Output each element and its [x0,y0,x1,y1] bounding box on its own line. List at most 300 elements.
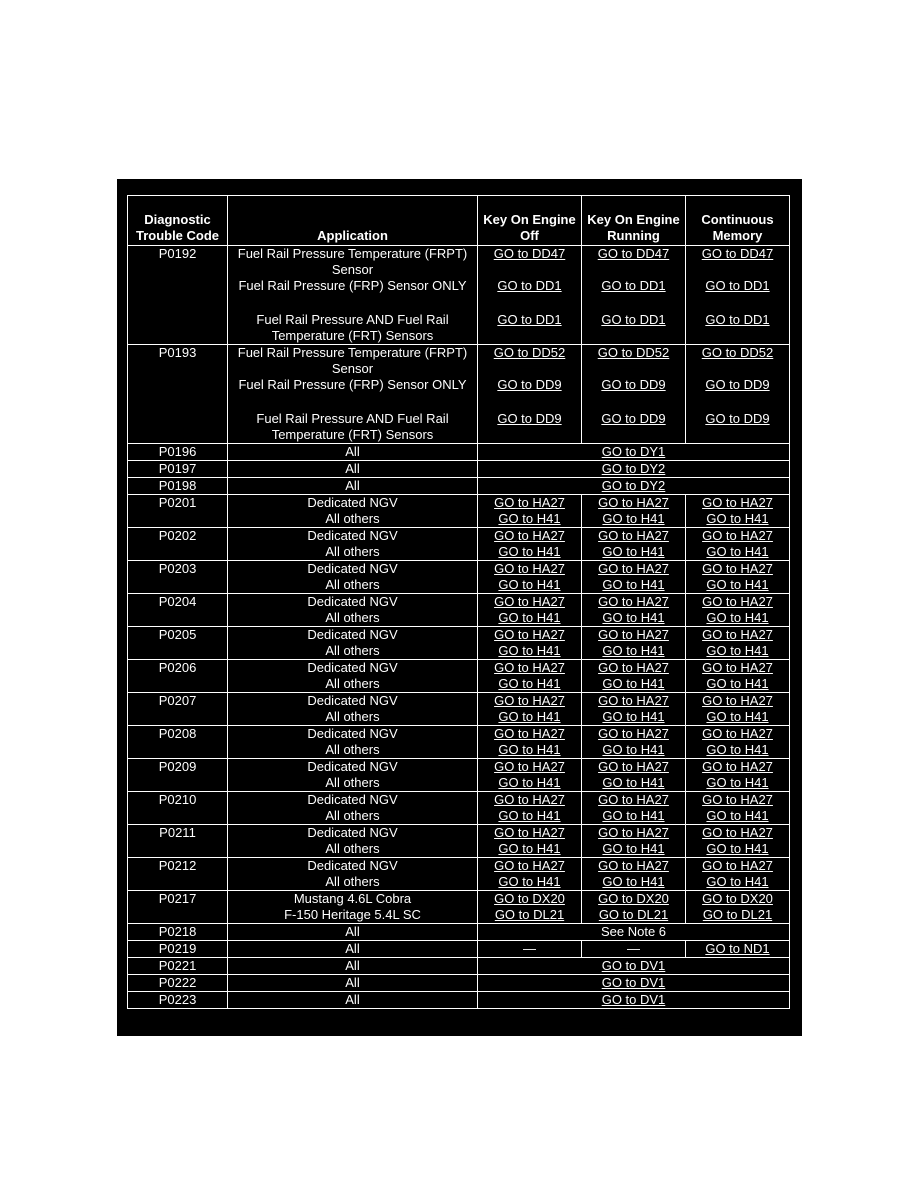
test-link-text[interactable]: GO to HA27 [702,693,773,708]
test-link[interactable] [584,594,683,610]
test-link-text[interactable]: GO to H41 [498,610,561,625]
test-link-text[interactable]: GO to HA27 [702,825,773,840]
test-link[interactable] [688,891,787,907]
header-koer [582,196,686,246]
header-application [228,196,478,246]
test-link-text[interactable]: GO to HA27 [494,858,565,873]
test-action-cell [478,345,582,444]
application-text: All others [325,643,380,658]
test-link-text[interactable]: GO to H41 [498,874,561,889]
test-link[interactable] [584,561,683,577]
test-link-text[interactable]: GO to HA27 [598,660,669,675]
test-link[interactable] [688,594,787,610]
test-action-cell [582,726,686,759]
test-link-text[interactable]: GO to HA27 [598,792,669,807]
test-action-cell [478,495,582,528]
test-link-text[interactable]: GO to H41 [706,808,769,823]
header-line: Off [520,228,539,243]
test-link[interactable]: GO to DV1 [601,975,666,990]
test-link[interactable] [480,907,579,923]
test-link[interactable] [584,841,683,857]
test-link[interactable] [584,726,683,742]
test-link[interactable] [480,528,579,544]
header-line: Trouble Code [135,228,220,243]
test-link-text[interactable]: GO to H41 [706,643,769,658]
test-link[interactable] [688,495,787,511]
application-text: Dedicated NGV [307,561,398,576]
test-link-text[interactable]: GO to DD9 [497,411,562,426]
test-link[interactable] [480,643,579,659]
test-link[interactable] [688,377,787,393]
test-link[interactable]: GO to DY2 [601,461,666,476]
test-action-cell [582,759,686,792]
test-link-text[interactable]: GO to HA27 [494,759,565,774]
test-link[interactable] [480,676,579,692]
test-link[interactable] [480,561,579,577]
test-link-text[interactable]: GO to HA27 [702,660,773,675]
test-link-text[interactable]: GO to DD9 [497,377,562,392]
test-link[interactable] [480,742,579,758]
table-row [128,726,790,759]
test-link[interactable] [480,610,579,626]
test-action-cell [478,975,790,992]
application-text: All others [325,874,380,889]
test-action-cell [686,660,790,693]
test-link[interactable] [480,594,579,610]
test-action-cell [686,759,790,792]
test-link[interactable] [688,528,787,544]
test-link[interactable] [480,544,579,560]
test-link-text[interactable]: GO to H41 [706,511,769,526]
test-link-text[interactable]: GO to H41 [706,676,769,691]
test-link-text[interactable]: GO to H41 [498,577,561,592]
test-link[interactable] [584,278,683,294]
test-link[interactable]: GO to DY2 [601,478,666,493]
trouble-code-cell [128,478,228,495]
trouble-code: P0205 [158,627,197,642]
test-link-text[interactable]: GO to DD52 [597,345,670,360]
test-link-text[interactable]: GO to HA27 [702,594,773,609]
test-action-cell [582,495,686,528]
test-link-text[interactable]: GO to H41 [602,610,665,625]
test-link[interactable] [688,775,787,791]
test-link[interactable]: GO to DV1 [601,958,666,973]
test-link-text[interactable]: GO to HA27 [702,726,773,741]
table-row [128,825,790,858]
test-action-cell [686,561,790,594]
test-link-text[interactable]: GO to H41 [602,808,665,823]
test-link[interactable] [688,577,787,593]
test-action-cell [478,792,582,825]
test-link-text[interactable]: GO to HA27 [598,693,669,708]
test-link[interactable] [688,808,787,824]
test-link[interactable] [480,411,579,427]
test-link[interactable] [688,643,787,659]
test-action-cell [478,941,582,958]
test-link-text[interactable]: GO to DD1 [601,278,666,293]
test-link[interactable] [584,511,683,527]
test-link-text[interactable]: GO to H41 [602,511,665,526]
test-action-cell [582,246,686,345]
test-link[interactable] [480,511,579,527]
application-text: All [345,958,360,973]
test-link-text[interactable]: GO to H41 [498,841,561,856]
trouble-code-cell [128,495,228,528]
test-link-text[interactable]: GO to H41 [602,841,665,856]
test-link-text[interactable]: GO to HA27 [598,561,669,576]
test-link-text[interactable]: GO to DD9 [705,411,770,426]
application-cell [228,528,478,561]
application-cell [228,594,478,627]
test-link[interactable] [480,775,579,791]
test-action-cell [686,627,790,660]
test-link-text[interactable]: GO to DD47 [597,246,670,261]
test-link-text[interactable]: GO to H41 [706,742,769,757]
test-link[interactable] [480,377,579,393]
test-link-text[interactable]: GO to H41 [498,742,561,757]
test-link-text[interactable]: GO to H41 [602,874,665,889]
test-link[interactable] [584,528,683,544]
test-link[interactable] [480,312,579,328]
test-link[interactable] [584,627,683,643]
test-link-text[interactable]: GO to H41 [602,709,665,724]
test-link[interactable] [480,495,579,511]
test-link[interactable] [584,825,683,841]
test-link-text[interactable]: GO to H41 [706,544,769,559]
trouble-code: P0218 [158,924,197,939]
test-link[interactable] [688,627,787,643]
test-link-text[interactable]: GO to HA27 [494,627,565,642]
trouble-code-cell [128,992,228,1009]
test-link[interactable] [688,561,787,577]
test-link-text[interactable]: GO to HA27 [494,726,565,741]
test-link[interactable] [584,377,683,393]
test-link-text[interactable]: GO to H41 [706,577,769,592]
header-line: Memory [712,228,763,243]
test-link-text[interactable]: GO to H41 [498,709,561,724]
test-link[interactable] [584,676,683,692]
test-link[interactable] [688,792,787,808]
test-link[interactable] [584,246,683,262]
test-action-cell [478,693,582,726]
test-action-cell [582,825,686,858]
test-link[interactable] [480,660,579,676]
test-link[interactable] [480,792,579,808]
test-link[interactable] [688,907,787,923]
test-link-text[interactable]: GO to HA27 [494,528,565,543]
test-link-text[interactable]: GO to H41 [498,775,561,790]
line-filler [688,427,787,443]
test-link-text[interactable]: GO to DD1 [705,278,770,293]
line-filler [480,361,579,377]
test-link[interactable] [584,495,683,511]
test-link[interactable]: GO to ND1 [705,941,770,956]
application-cell [228,858,478,891]
trouble-code-cell [128,858,228,891]
test-link[interactable] [480,726,579,742]
test-action-cell [686,941,790,958]
dtc-table [127,195,790,1009]
test-link-text[interactable]: GO to HA27 [702,528,773,543]
table-row [128,924,790,941]
dtc-table-body [128,246,790,1009]
test-link[interactable] [584,312,683,328]
test-link[interactable] [480,808,579,824]
test-link-text[interactable]: GO to H41 [498,511,561,526]
test-link[interactable] [584,808,683,824]
test-action-cell [582,693,686,726]
test-link-text[interactable]: GO to DD52 [493,345,566,360]
test-link[interactable] [584,858,683,874]
test-link-text[interactable]: GO to HA27 [702,561,773,576]
test-link[interactable] [584,792,683,808]
test-link[interactable] [480,693,579,709]
test-action-cell [582,594,686,627]
test-link[interactable] [584,345,683,361]
test-link-text[interactable]: GO to H41 [498,808,561,823]
test-link[interactable] [688,693,787,709]
trouble-code-cell [128,627,228,660]
test-link-text[interactable]: GO to H41 [602,643,665,658]
application-cell [228,941,478,958]
test-link[interactable] [688,278,787,294]
test-link[interactable] [584,577,683,593]
test-link-text[interactable]: GO to DL21 [598,907,669,922]
test-link-text[interactable]: GO to DD1 [497,278,562,293]
test-link-text[interactable]: GO to H41 [602,676,665,691]
test-link[interactable] [688,709,787,725]
test-link[interactable] [688,660,787,676]
application-text: Dedicated NGV [307,594,398,609]
line-filler [480,328,579,344]
test-link[interactable] [584,874,683,890]
test-action-cell [478,594,582,627]
trouble-code-cell [128,660,228,693]
header-koeo [478,196,582,246]
trouble-code: P0196 [158,444,197,459]
table-row [128,461,790,478]
test-link-text[interactable]: GO to H41 [602,742,665,757]
test-link[interactable] [480,577,579,593]
test-action-cell [686,825,790,858]
test-link-text[interactable]: GO to HA27 [494,495,565,510]
test-link[interactable] [688,759,787,775]
test-link[interactable] [480,858,579,874]
test-link-text[interactable]: GO to H41 [706,874,769,889]
test-link-text[interactable]: GO to HA27 [702,627,773,642]
test-link[interactable] [480,278,579,294]
test-link-text[interactable]: GO to DX20 [598,891,669,906]
test-link[interactable] [584,891,683,907]
application-text: Dedicated NGV [307,627,398,642]
test-link-text[interactable]: GO to HA27 [494,825,565,840]
test-link-text[interactable]: GO to HA27 [702,759,773,774]
application-text: Temperature (FRT) Sensors [271,328,434,343]
test-action-cell [478,627,582,660]
trouble-code-cell [128,594,228,627]
trouble-code: P0209 [158,759,197,774]
test-link-text[interactable]: GO to HA27 [598,759,669,774]
test-action-cell [686,891,790,924]
test-link[interactable] [480,246,579,262]
spacer [584,294,683,312]
test-link-text[interactable]: GO to H41 [602,775,665,790]
test-link-text[interactable]: GO to HA27 [702,792,773,807]
test-action-cell [478,992,790,1009]
test-link[interactable] [584,610,683,626]
test-link[interactable] [688,726,787,742]
test-link-text[interactable]: GO to DD9 [601,411,666,426]
test-action-cell [686,495,790,528]
test-link-text[interactable]: GO to H41 [498,643,561,658]
test-link-text[interactable]: GO to H41 [706,841,769,856]
test-link-text[interactable]: GO to H41 [498,676,561,691]
test-link-text[interactable]: GO to HA27 [494,693,565,708]
table-row [128,495,790,528]
application-text: All others [325,577,380,592]
test-link[interactable]: GO to DY1 [601,444,666,459]
test-action-cell [478,858,582,891]
test-link[interactable] [688,858,787,874]
application-text: All [345,992,360,1007]
test-link[interactable] [688,544,787,560]
application-text: All others [325,511,380,526]
test-link-text[interactable]: GO to HA27 [702,495,773,510]
spacer [480,294,579,312]
test-link[interactable] [480,825,579,841]
application-cell [228,660,478,693]
test-link[interactable] [480,891,579,907]
test-link-text[interactable]: GO to HA27 [598,858,669,873]
test-link-text[interactable]: GO to HA27 [494,594,565,609]
test-link[interactable] [480,759,579,775]
application-cell [228,792,478,825]
test-link[interactable] [688,411,787,427]
test-link-text[interactable]: GO to H41 [706,775,769,790]
test-link-text[interactable]: GO to DL21 [494,907,565,922]
trouble-code-cell [128,246,228,345]
test-link-text[interactable]: GO to DD1 [497,312,562,327]
test-link-text[interactable]: GO to HA27 [494,561,565,576]
test-link[interactable] [688,345,787,361]
table-row [128,958,790,975]
test-link[interactable]: GO to DV1 [601,992,666,1007]
table-row [128,858,790,891]
application-cell [228,726,478,759]
test-link[interactable] [688,246,787,262]
test-link[interactable] [584,693,683,709]
test-link[interactable] [584,759,683,775]
test-action-cell [478,561,582,594]
trouble-code-cell [128,528,228,561]
line-filler [688,262,787,278]
trouble-code: P0202 [158,528,197,543]
test-link[interactable] [480,345,579,361]
trouble-code: P0206 [158,660,197,675]
header-line: Running [607,228,660,243]
test-link[interactable] [584,742,683,758]
test-link[interactable] [688,610,787,626]
test-action-cell [478,726,582,759]
test-link[interactable] [688,841,787,857]
test-link[interactable] [480,627,579,643]
test-link-text[interactable]: GO to DD9 [705,377,770,392]
test-link[interactable] [584,544,683,560]
table-row [128,792,790,825]
table-row [128,891,790,924]
test-link[interactable] [688,511,787,527]
test-link-text[interactable]: GO to H41 [706,709,769,724]
test-action-cell [478,478,790,495]
line-filler [584,427,683,443]
test-link[interactable] [584,643,683,659]
test-link-text[interactable]: GO to HA27 [598,495,669,510]
test-link[interactable] [480,874,579,890]
test-action-cell [478,924,790,941]
test-link[interactable] [688,874,787,890]
table-row [128,992,790,1009]
application-text: Dedicated NGV [307,726,398,741]
test-link-text[interactable]: GO to HA27 [598,594,669,609]
test-link-text[interactable]: GO to DD1 [705,312,770,327]
test-link[interactable] [584,775,683,791]
test-action-cell [582,858,686,891]
test-link[interactable] [688,312,787,328]
test-link-text[interactable]: GO to H41 [498,544,561,559]
test-link[interactable] [584,660,683,676]
test-link-text[interactable]: GO to DD9 [601,377,666,392]
test-action-cell [686,345,790,444]
test-link-text[interactable]: GO to DD47 [493,246,566,261]
test-link-text[interactable]: GO to DL21 [702,907,773,922]
test-link[interactable] [688,742,787,758]
application-text: Sensor [331,361,374,376]
test-link[interactable] [584,411,683,427]
trouble-code-cell [128,444,228,461]
test-link-text[interactable]: GO to H41 [602,577,665,592]
test-link[interactable] [688,676,787,692]
test-link[interactable] [480,709,579,725]
test-link-text[interactable]: GO to HA27 [702,858,773,873]
spacer [231,294,474,312]
test-link-text[interactable]: GO to HA27 [598,726,669,741]
test-link-text[interactable]: GO to HA27 [598,528,669,543]
test-link-text[interactable]: GO to DD47 [701,246,774,261]
test-link-text[interactable]: GO to DD1 [601,312,666,327]
test-link-text[interactable]: GO to HA27 [494,660,565,675]
table-row [128,444,790,461]
test-link-text[interactable]: GO to DX20 [702,891,773,906]
application-cell [228,759,478,792]
test-link-text[interactable]: GO to HA27 [598,627,669,642]
application-text: All [345,478,360,493]
test-link[interactable] [688,825,787,841]
test-link-text[interactable]: GO to HA27 [494,792,565,807]
test-link[interactable] [584,907,683,923]
application-text: Fuel Rail Pressure Temperature (FRPT) [237,345,468,360]
spacer [688,294,787,312]
line-filler [480,427,579,443]
test-action-cell [478,958,790,975]
test-link-text[interactable]: GO to H41 [706,610,769,625]
test-link-text[interactable]: GO to H41 [602,544,665,559]
test-link[interactable] [480,841,579,857]
application-text: Dedicated NGV [307,528,398,543]
test-link-text[interactable]: GO to DX20 [494,891,565,906]
test-link[interactable] [584,709,683,725]
test-link-text[interactable]: GO to DD52 [701,345,774,360]
test-link-text[interactable]: GO to HA27 [598,825,669,840]
